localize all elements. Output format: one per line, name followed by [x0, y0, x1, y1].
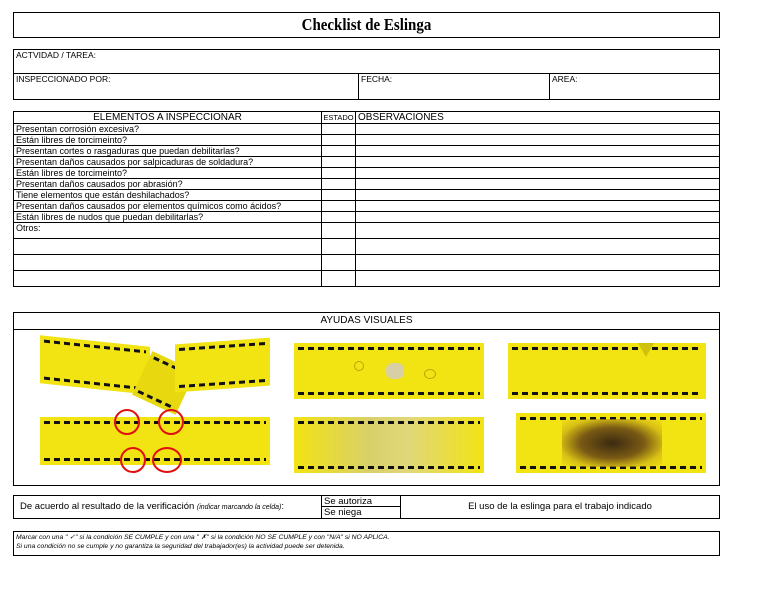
check-item-label: Presentan corrosión excesiva?: [14, 124, 322, 135]
strap-circled-damage-image: [40, 409, 270, 473]
page-title: Checklist de Eslinga: [301, 15, 432, 34]
se-autoriza-option[interactable]: Se autoriza: [322, 496, 400, 507]
col-observaciones-header: OBSERVACIONES: [356, 112, 720, 124]
fecha-label: FECHA:: [361, 74, 393, 84]
estado-cell[interactable]: [322, 135, 356, 146]
estado-cell[interactable]: [322, 124, 356, 135]
damage-marker-circle: [152, 447, 182, 473]
col-estado-header: ESTADO: [323, 113, 354, 122]
estado-cell[interactable]: [322, 146, 356, 157]
otros-label: Otros:: [14, 223, 322, 239]
verificacion-hint: (indicar marcando la celda): [196, 504, 282, 511]
check-item-label: Presentan cortes o rasgaduras que puedan debilitarlas?: [14, 146, 322, 157]
uso-eslinga-text: El uso de la eslinga para el trabajo indicado: [468, 501, 652, 512]
damage-marker-circle: [120, 447, 146, 473]
observacion-cell[interactable]: [356, 135, 720, 146]
estado-cell[interactable]: [322, 212, 356, 223]
check-item-label: Tiene elementos que están deshilachados?: [14, 190, 322, 201]
actividad-field[interactable]: [14, 50, 720, 74]
estado-cell[interactable]: [322, 255, 356, 271]
observacion-cell[interactable]: [356, 271, 720, 287]
observacion-cell[interactable]: [356, 201, 720, 212]
estado-cell[interactable]: [322, 201, 356, 212]
check-item-label: Están libres de torcimeinto?: [14, 168, 322, 179]
observacion-cell[interactable]: [356, 124, 720, 135]
damage-marker-circle: [158, 409, 184, 435]
check-item-label: Presentan daños causados por abrasión?: [14, 179, 322, 190]
estado-cell[interactable]: [322, 157, 356, 168]
se-niega-option[interactable]: Se niega: [324, 507, 362, 518]
verificacion-row: [13, 495, 720, 519]
strap-cut-image: [508, 343, 706, 399]
note-line-2: Si una condición no se cumple y no garantiza la seguridad del trabajador(es) la actividad puede ser detenida.: [16, 543, 345, 550]
verificacion-colon: :: [281, 501, 284, 512]
damage-marker-circle: [114, 409, 140, 435]
observacion-cell[interactable]: [356, 190, 720, 201]
estado-cell[interactable]: [322, 168, 356, 179]
strap-abrasion-image: [294, 417, 484, 473]
strap-twisted-image: [40, 337, 270, 409]
check-item-label: Presentan daños causados por salpicaduras de soldadura?: [14, 157, 322, 168]
ayudas-visuales-panel: [13, 312, 720, 486]
observacion-cell[interactable]: [356, 255, 720, 271]
info-table: [13, 49, 720, 100]
estado-cell[interactable]: [322, 223, 356, 239]
area-label: AREA:: [552, 74, 578, 84]
check-item-label: Están libres de nudos que puedan debilitarlas?: [14, 212, 322, 223]
otros-cell[interactable]: [14, 271, 322, 287]
inspeccionado-field[interactable]: [14, 74, 359, 100]
col-elementos-header: ELEMENTOS A INSPECCIONAR: [14, 112, 322, 124]
area-field[interactable]: [550, 74, 720, 100]
inspeccionado-label: INSPECCIONADO POR:: [16, 74, 111, 84]
estado-cell[interactable]: [322, 239, 356, 255]
check-item-label: Están libres de torcimeinto?: [14, 135, 322, 146]
strap-chemical-damage-image: [516, 413, 706, 473]
title-box: [13, 12, 720, 38]
note-line-1: Marcar con una " ✓" si la condición SE CUMPLE y con una " ✗" si la condición NO SE CUMPLE y con "N/A" si NO APLICA.: [16, 534, 390, 541]
checklist-table: [13, 111, 720, 287]
observacion-cell[interactable]: [356, 223, 720, 239]
strap-spatter-image: [294, 343, 484, 399]
observacion-cell[interactable]: [356, 212, 720, 223]
otros-cell[interactable]: [14, 239, 322, 255]
estado-cell[interactable]: [322, 190, 356, 201]
fecha-field[interactable]: [359, 74, 550, 100]
actividad-label: ACTVIDAD / TAREA:: [16, 50, 96, 60]
otros-cell[interactable]: [14, 255, 322, 271]
estado-cell[interactable]: [322, 271, 356, 287]
ayudas-visuales-title: AYUDAS VISUALES: [14, 313, 719, 330]
observacion-cell[interactable]: [356, 146, 720, 157]
observacion-cell[interactable]: [356, 179, 720, 190]
observacion-cell[interactable]: [356, 157, 720, 168]
observacion-cell[interactable]: [356, 239, 720, 255]
check-item-label: Presentan daños causados por elementos químicos como ácidos?: [14, 201, 322, 212]
verificacion-prefix: De acuerdo al resultado de la verificación: [20, 501, 195, 512]
estado-cell[interactable]: [322, 179, 356, 190]
instructions-note: [13, 531, 720, 556]
observacion-cell[interactable]: [356, 168, 720, 179]
